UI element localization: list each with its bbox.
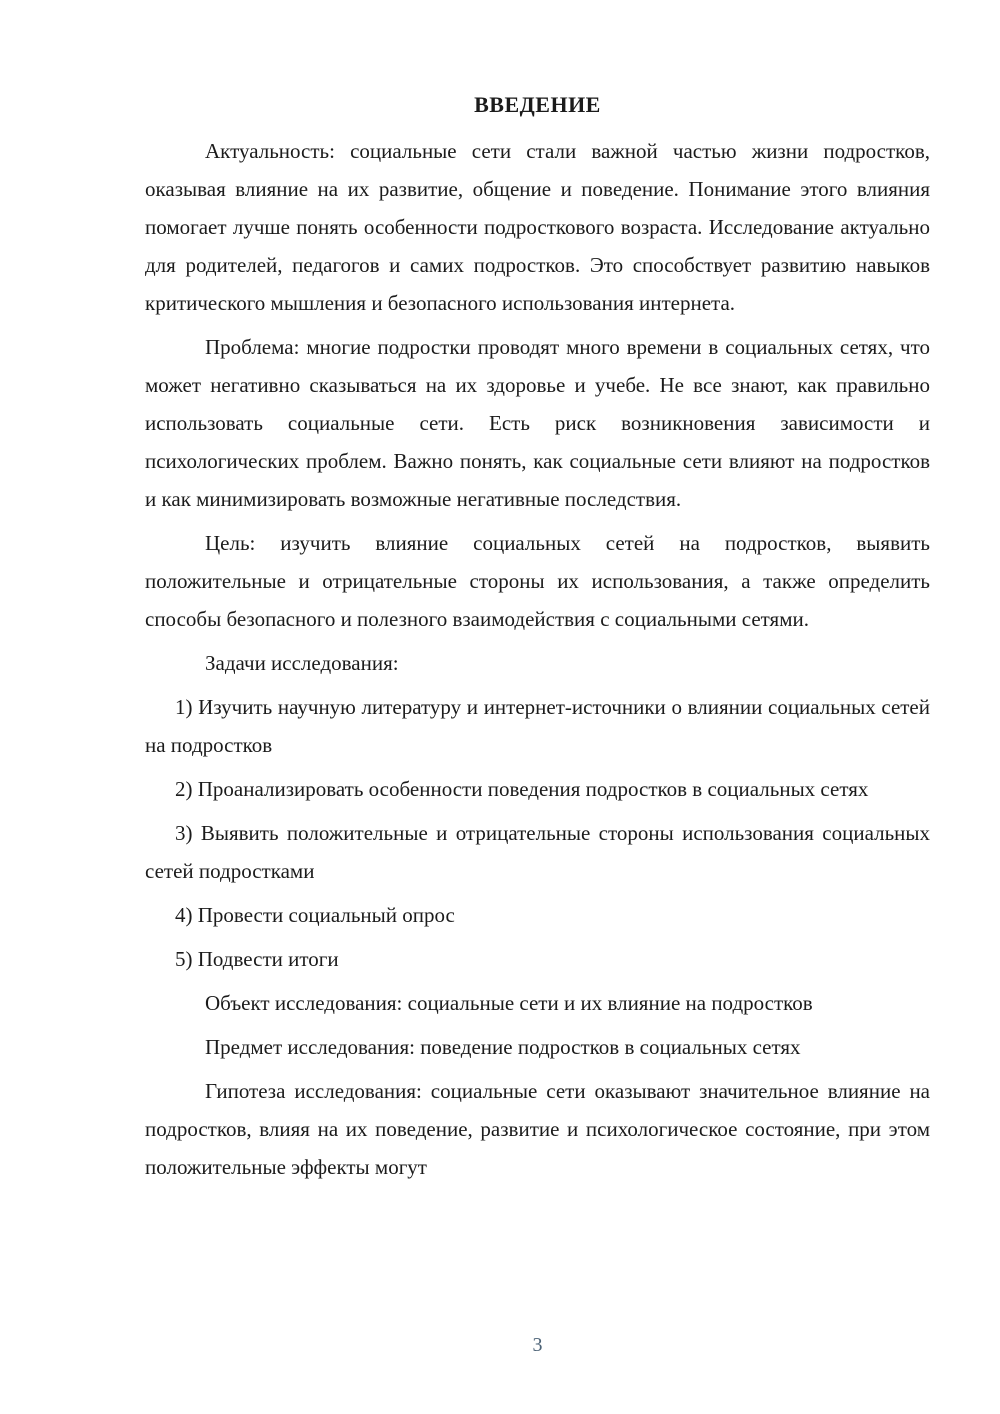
- paragraph-problem: Проблема: многие подростки проводят много времени в социальных сетях, что может негативно сказываться на их здоровье и учебе. Не все знают, как правильно использовать социальные сети. Есть риск возникновения зависимости и психологических проблем. Важно понять, как социальные сети влияют на подростков и как минимизировать возможные негативные последствия.: [145, 335, 930, 511]
- page-number: 3: [532, 1334, 543, 1356]
- task-item-5: 5) Подвести итоги: [175, 947, 339, 971]
- paragraph-subject: Предмет исследования: поведение подростков в социальных сетях: [205, 1035, 801, 1059]
- paragraph-hypothesis: Гипотеза исследования: социальные сети оказывают значительное влияние на подростков, влияя на их поведение, развитие и психологическое состояние, при этом положительные эффекты могут: [145, 1079, 930, 1179]
- task-item-1: 1) Изучить научную литературу и интернет-источники о влиянии социальных сетей на подростков: [145, 695, 930, 757]
- paragraph-relevance: Актуальность: социальные сети стали важной частью жизни подростков, оказывая влияние на их развитие, общение и поведение. Понимание этого влияния помогает лучше понять особенности подросткового возраста. Исследование актуально для родителей, педагогов и самих подростков. Это способствует развитию навыков критического мышления и безопасного использования интернета.: [145, 139, 930, 315]
- paragraph-object: Объект исследования: социальные сети и их влияние на подростков: [205, 991, 813, 1015]
- tasks-list: [145, 688, 930, 978]
- task-item-3: 3) Выявить положительные и отрицательные стороны использования социальных сетей подростками: [145, 821, 930, 883]
- paragraph-goal: Цель: изучить влияние социальных сетей на подростков, выявить положительные и отрицательные стороны их использования, а также определить способы безопасного и полезного взаимодействия с социальными сетями.: [145, 531, 930, 631]
- task-item-4: 4) Провести социальный опрос: [175, 903, 455, 927]
- tasks-heading: Задачи исследования:: [205, 651, 399, 675]
- page-title: ВВЕДЕНИЕ: [474, 92, 601, 117]
- task-item-2: 2) Проанализировать особенности поведения подростков в социальных сетях: [175, 777, 869, 801]
